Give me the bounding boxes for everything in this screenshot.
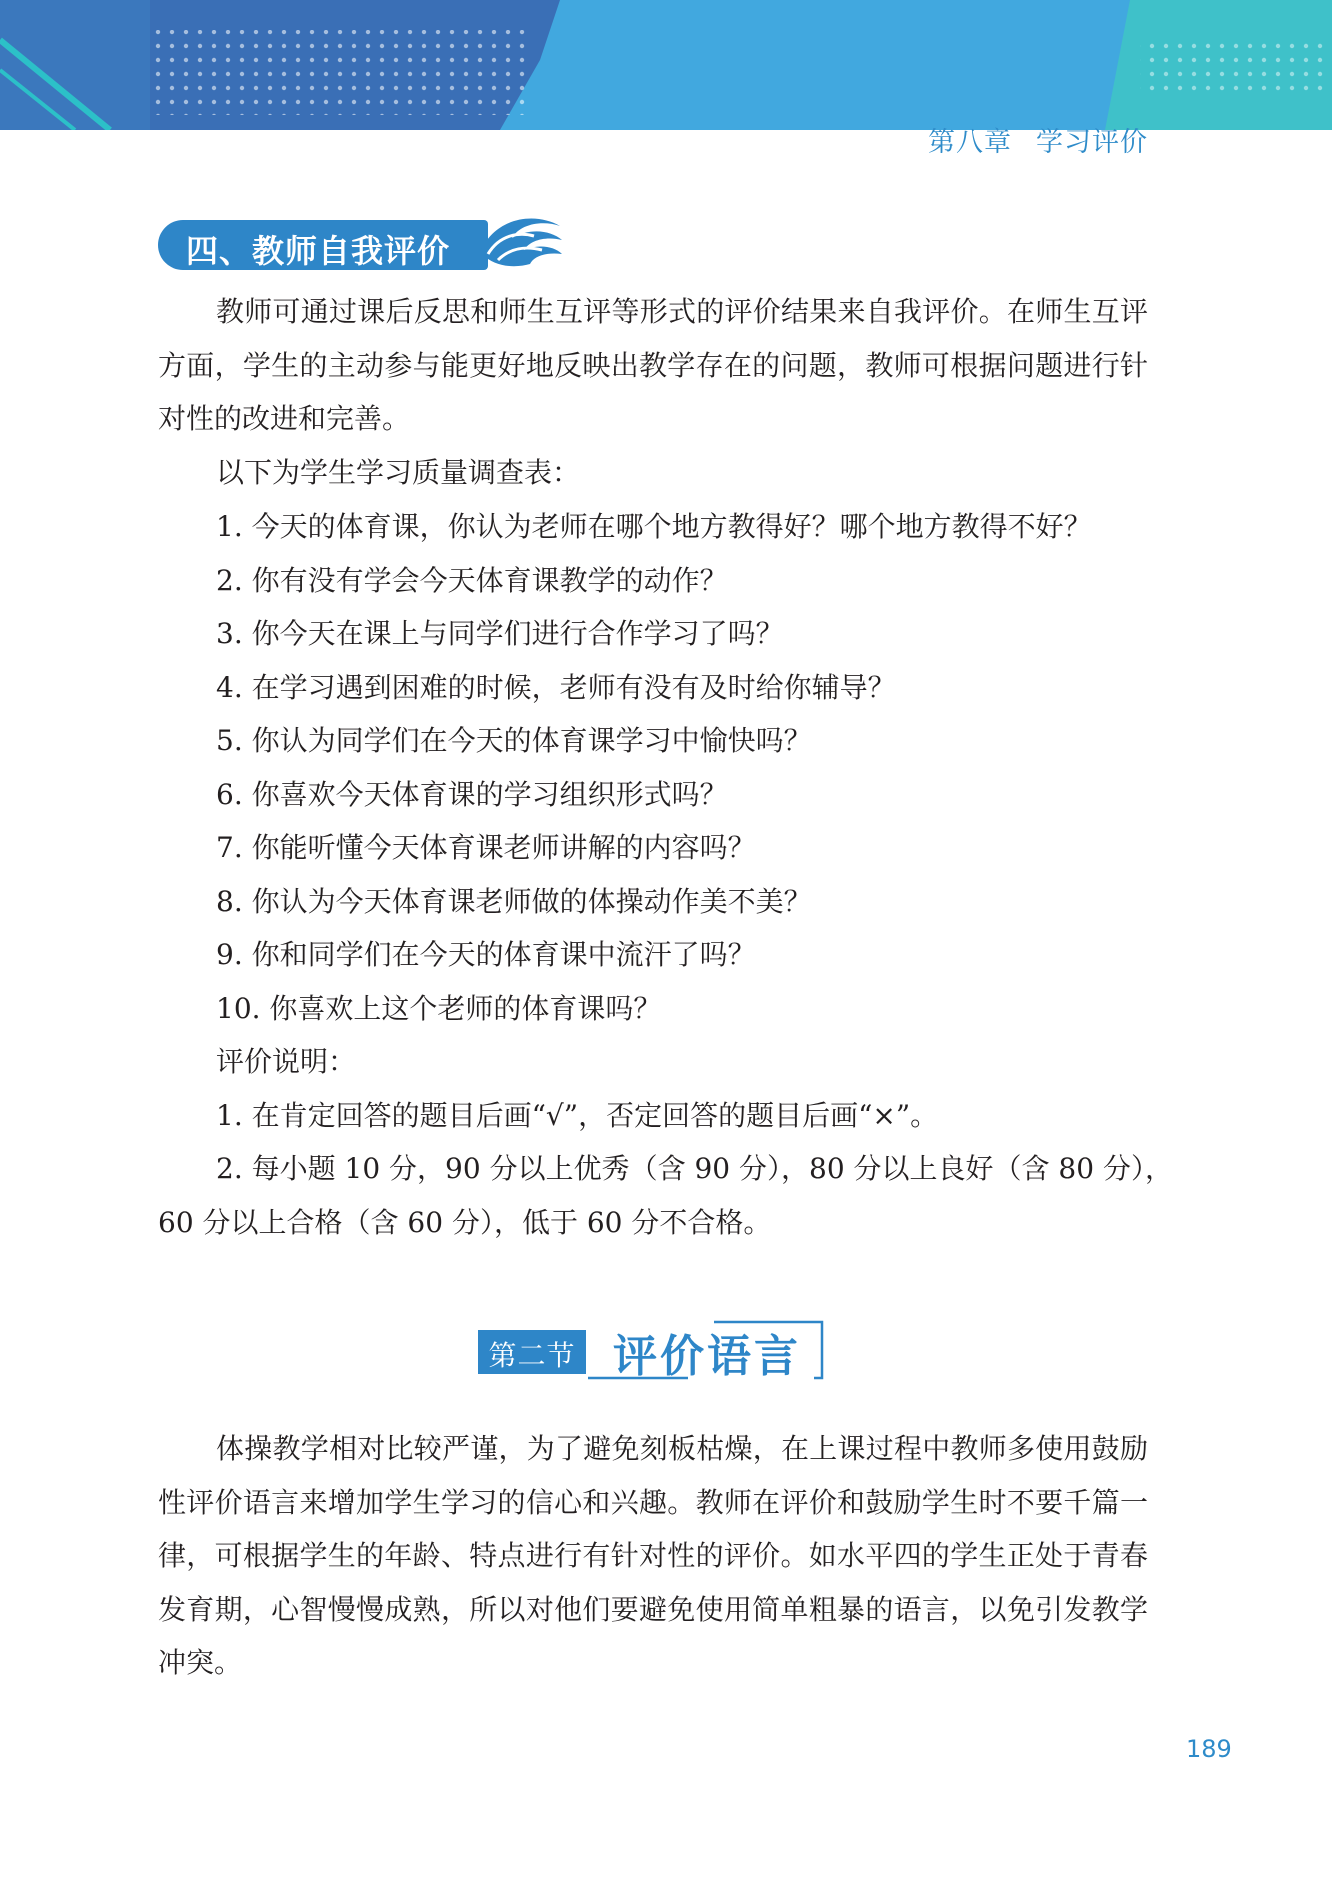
list-item: 5. 你认为同学们在今天的体育课学习中愉快吗？ [216, 724, 812, 757]
running-head [928, 120, 1148, 159]
chapter-title: 学习评价 [1036, 127, 1148, 158]
note-item-continued: 60 分以上合格（含 60 分），低于 60 分不合格。 [158, 1206, 772, 1239]
list-item: 9. 你和同学们在今天的体育课中流汗了吗？ [216, 938, 756, 971]
list-item: 2. 你有没有学会今天体育课教学的动作？ [216, 563, 728, 597]
list-item: 6. 你喜欢今天体育课的学习组织形式吗？ [216, 777, 728, 811]
note-item: 1. 在肯定回答的题目后画“√”，否定回答的题目后画“×”。 [216, 1098, 939, 1132]
wave-ornament-icon [476, 212, 566, 278]
banner-graphic [0, 0, 1332, 130]
evaluation-notes [216, 1035, 1173, 1196]
survey-intro: 以下为学生学习质量调查表： [216, 456, 581, 489]
section-heading-2 [478, 1316, 824, 1380]
list-item: 4. 在学习遇到困难的时候，老师有没有及时给你辅导？ [216, 670, 896, 704]
list-item: 3. 你今天在课上与同学们进行合作学习了吗？ [216, 617, 784, 650]
section2-body: 体操教学相对比较严谨，为了避免刻板枯燥，在上课过程中教师多使用鼓励性评价语言来增加学生学习的信心和兴趣。教师在评价和鼓励学生时不要千篇一律，可根据学生的年龄、特点进行有针对性的评价。如水平四的学生正处于青春发育期，心智慢慢成熟，所以对他们要避免使用简单粗暴的语言，以免引发教学冲突。 [158, 1432, 1148, 1679]
note-item: 2. 每小题 10 分，90 分以上优秀（含 90 分），80 分以上良好（含 80 分）， [216, 1152, 1173, 1185]
section4-intro: 教师可通过课后反思和师生互评等形式的评价结果来自我评价。在师生互评方面，学生的主动参与能更好地反映出教学存在的问题，教师可根据问题进行针对性的改进和完善。 [158, 295, 1148, 435]
survey-question-list [216, 500, 1156, 1035]
chapter-number: 第八章 [928, 127, 1012, 158]
section-label: 第二节 [488, 1339, 576, 1372]
list-item: 1. 今天的体育课，你认为老师在哪个地方教得好？哪个地方教得不好？ [216, 510, 1092, 543]
section-title: 评价语言 [613, 1331, 801, 1382]
list-item: 10. 你喜欢上这个老师的体育课吗？ [216, 991, 662, 1025]
page-number: 189 [1186, 1735, 1232, 1763]
header-banner [0, 0, 1332, 130]
section-heading-text: 四、教师自我评价 [186, 232, 451, 270]
list-item: 7. 你能听懂今天体育课老师讲解的内容吗？ [216, 831, 756, 864]
notes-title: 评价说明： [216, 1045, 357, 1078]
section-label-box [478, 1330, 586, 1374]
list-item: 8. 你认为今天体育课老师做的体操动作美不美？ [216, 884, 812, 918]
